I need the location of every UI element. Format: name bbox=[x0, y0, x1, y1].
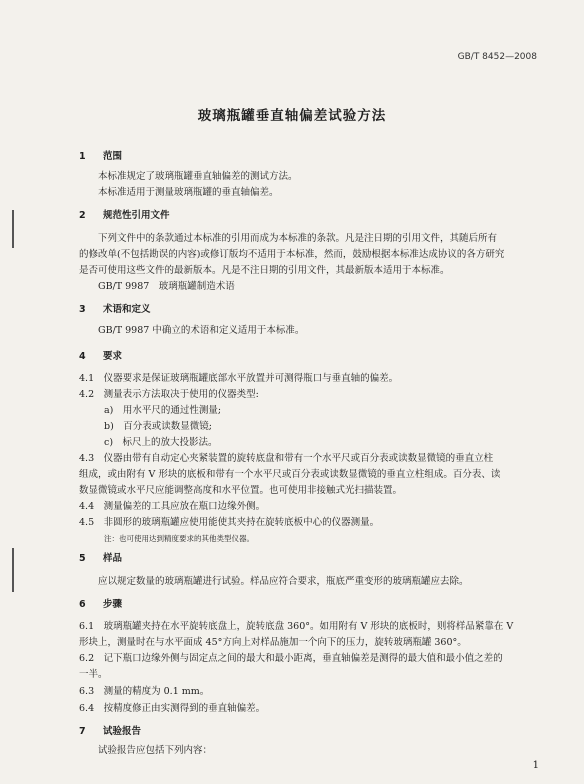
section-number: 6 bbox=[79, 599, 86, 610]
section-title: 要求 bbox=[102, 351, 122, 362]
list-item-c: c) 标尺上的放大投影法。 bbox=[104, 437, 218, 448]
section-5-heading bbox=[79, 553, 122, 565]
section-title: 规范性引用文件 bbox=[102, 210, 170, 221]
clause-4-3-line-1: 4.3 仪器由带有自动定心夹紧装置的旋转底盘和带有一个水平尺或百分表或读数显微镜的垂直立柱 bbox=[79, 453, 494, 464]
clause-6-1-line-2: 形块上，测量时在与水平面成 45°方向上对样品施加一个向下的压力，旋转玻璃瓶罐 360°。 bbox=[79, 637, 467, 648]
section-number: 2 bbox=[79, 210, 86, 221]
section-2-heading bbox=[79, 210, 169, 222]
clause-4-5: 4.5 非圆形的玻璃瓶罐应使用能使其夹持在旋转底板中心的仪器测量。 bbox=[79, 517, 380, 528]
section-1-paragraph-2: 本标准适用于测量玻璃瓶罐的垂直轴偏差。 bbox=[98, 187, 279, 198]
page-number: 1 bbox=[532, 760, 539, 771]
clause-4-1: 4.1 仪器要求是保证玻璃瓶罐底部水平放置并可测得瓶口与垂直轴的偏差。 bbox=[79, 373, 399, 384]
clause-6-3: 6.3 测量的精度为 0.1 mm。 bbox=[79, 686, 210, 697]
clause-6-2-line-2: 一半。 bbox=[79, 669, 108, 680]
section-number: 7 bbox=[79, 726, 86, 737]
clause-6-2-line-1: 6.2 记下瓶口边缘外侧与固定点之间的最大和最小距离，垂直轴偏差是测得的最大值和最小值之差的 bbox=[79, 653, 503, 664]
section-title: 范围 bbox=[102, 151, 122, 162]
section-1-paragraph-1: 本标准规定了玻璃瓶罐垂直轴偏差的测试方法。 bbox=[98, 171, 298, 182]
document-title: 玻璃瓶罐垂直轴偏差试验方法 bbox=[197, 108, 387, 124]
list-item-b: b) 百分表或读数显微镜; bbox=[104, 421, 212, 432]
section-7-heading bbox=[79, 726, 141, 738]
section-2-paragraph-line-3: 是否可使用这些文件的最新版本。凡是不注日期的引用文件，其最新版本适用于本标准。 bbox=[79, 265, 450, 276]
section-title: 试验报告 bbox=[102, 726, 141, 737]
section-2-reference: GB/T 9987 玻璃瓶罐制造术语 bbox=[98, 281, 235, 292]
section-title: 步骤 bbox=[102, 599, 122, 610]
section-3-heading bbox=[79, 304, 150, 316]
section-7-paragraph: 试验报告应包括下列内容： bbox=[98, 745, 213, 756]
section-number: 3 bbox=[79, 304, 86, 315]
section-title: 样品 bbox=[102, 553, 122, 564]
section-number: 1 bbox=[79, 151, 86, 162]
clause-4-2: 4.2 测量表示方法取决于使用的仪器类型: bbox=[79, 389, 259, 400]
note: 注：也可使用达到精度要求的其他类型仪器。 bbox=[104, 534, 254, 543]
standard-number: GB/T 8452—2008 bbox=[457, 52, 537, 62]
clause-4-3-line-2: 组成，或由附有 V 形块的底板和带有一个水平尺或百分表或读数显微镜的垂直立柱组成。百分表、读 bbox=[79, 469, 501, 480]
clause-6-1-line-1: 6.1 玻璃瓶罐夹持在水平旋转底盘上，旋转底盘 360°。如用附有 V 形块的底板时，则将样品紧靠在 V bbox=[79, 621, 514, 632]
scan-mark bbox=[12, 548, 14, 592]
section-5-paragraph: 应以规定数量的玻璃瓶罐进行试验。样品应符合要求，瓶底严重变形的玻璃瓶罐应去除。 bbox=[98, 576, 469, 587]
clause-6-4: 6.4 按精度修正由实测得到的垂直轴偏差。 bbox=[79, 703, 266, 714]
section-4-heading bbox=[79, 351, 122, 363]
section-number: 5 bbox=[79, 553, 86, 564]
clause-4-3-line-3: 数显微镜或水平尺应能调整高度和水平位置。也可使用非接触式光扫描装置。 bbox=[79, 485, 403, 496]
section-number: 4 bbox=[79, 351, 86, 362]
section-title: 术语和定义 bbox=[102, 304, 151, 315]
clause-4-4: 4.4 测量偏差的工具应放在瓶口边缘外侧。 bbox=[79, 501, 266, 512]
section-2-paragraph-line-1: 下列文件中的条款通过本标准的引用而成为本标准的条款。凡是注日期的引用文件，其随后所有 bbox=[98, 233, 498, 244]
list-item-a: a) 用水平尺的通过性测量; bbox=[104, 405, 222, 416]
section-6-heading bbox=[79, 599, 122, 611]
section-2-paragraph-line-2: 的修改单(不包括勘误的内容)或修订版均不适用于本标准，然而，鼓励根据本标准达成协议的各方研究 bbox=[79, 249, 505, 260]
section-3-paragraph: GB/T 9987 中确立的术语和定义适用于本标准。 bbox=[98, 325, 305, 336]
scan-mark bbox=[12, 210, 14, 248]
section-1-heading bbox=[79, 151, 122, 163]
